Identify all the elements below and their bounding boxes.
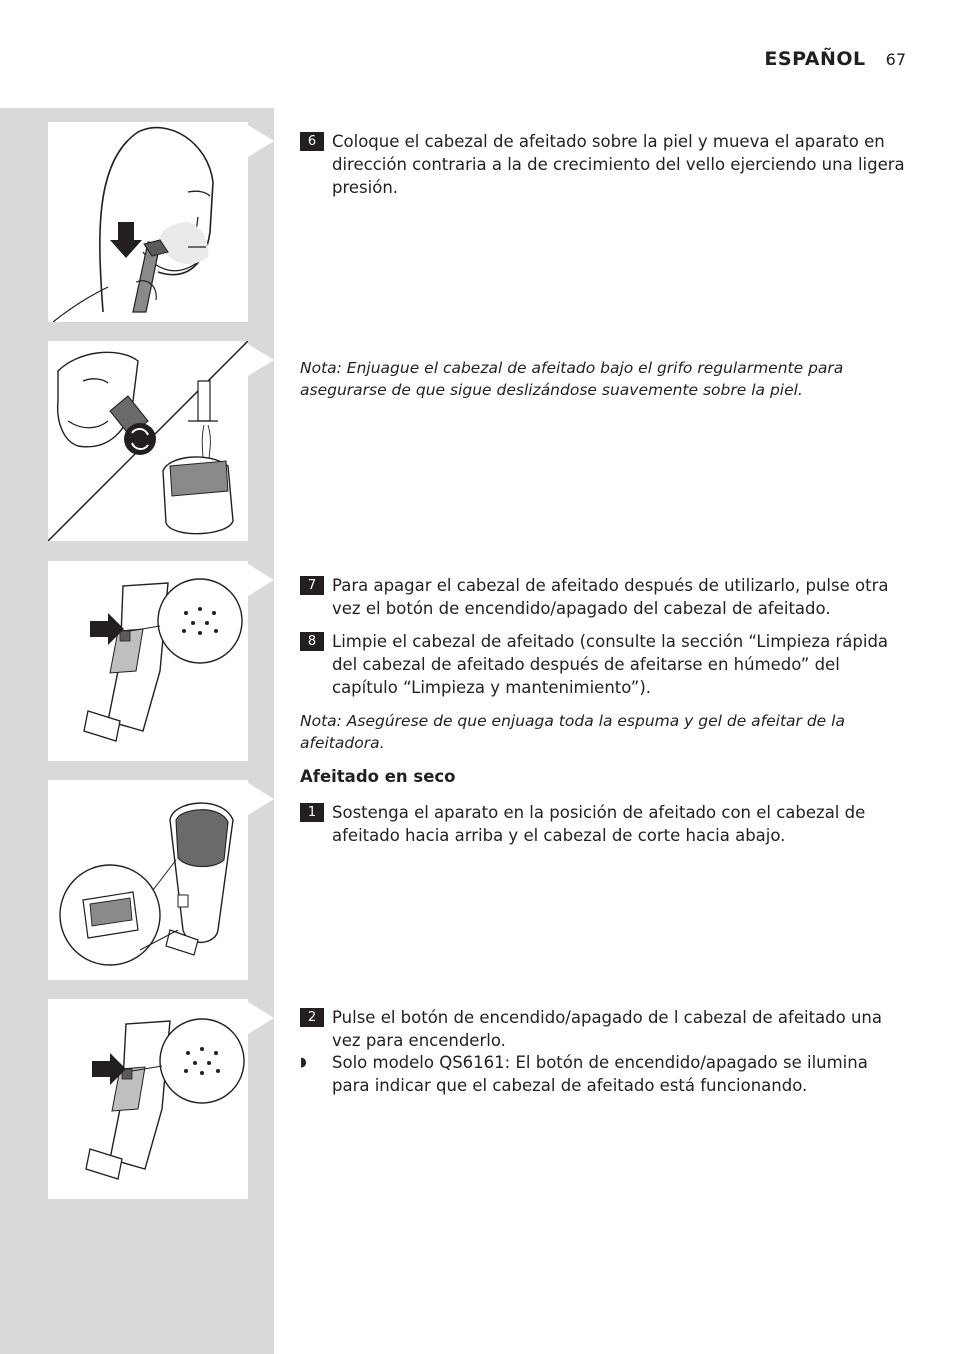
- figure-power-button-on: [48, 999, 248, 1199]
- figure-pointer: [248, 125, 274, 157]
- language-label: ESPAÑOL: [764, 48, 866, 70]
- hold-upright-illustration: [48, 780, 248, 980]
- figure-power-button-off: [48, 561, 248, 761]
- page-header: [764, 48, 906, 70]
- bullet-icon: ◗: [300, 1055, 307, 1070]
- step-2: [300, 1006, 910, 1052]
- bullet-text: Solo modelo QS6161: El botón de encendido/apagado se ilumina para indicar que el cabezal de afeitado está funcionando.: [332, 1053, 868, 1095]
- step-7: [300, 574, 910, 620]
- figure-hold-upright: [48, 780, 248, 980]
- step-6: [300, 130, 910, 199]
- power-button-illustration: [48, 561, 248, 761]
- step-number: 1: [300, 803, 324, 822]
- step-number: 8: [300, 632, 324, 651]
- note-rinse: Nota: Enjuague el cabezal de afeitado bajo el grifo regularmente para asegurarse de que sigue deslizándose suavemente sobre la piel.: [300, 359, 844, 399]
- step-text: Coloque el cabezal de afeitado sobre la piel y mueva el aparato en dirección contraria a la de crecimiento del vello ejerciendo una ligera presión.: [332, 132, 905, 197]
- shaving-face-illustration: [48, 122, 248, 322]
- step-number: 2: [300, 1008, 324, 1027]
- figure-shaving-face: [48, 122, 248, 322]
- step-number: 7: [300, 576, 324, 595]
- step-number: 6: [300, 132, 324, 151]
- figure-pointer: [248, 1002, 274, 1034]
- step-text: Pulse el botón de encendido/apagado de l cabezal de afeitado una vez para encenderlo.: [332, 1008, 883, 1050]
- step-8: [300, 630, 910, 699]
- step-text: Para apagar el cabezal de afeitado después de utilizarlo, pulse otra vez el botón de encendido/apagado del cabezal de afeitado.: [332, 576, 889, 618]
- figure-rinse-under-tap: [48, 341, 248, 541]
- figure-pointer: [248, 344, 274, 376]
- section-title-dry-shaving: Afeitado en seco: [300, 767, 456, 786]
- page-number: 67: [885, 50, 906, 69]
- step-text: Sostenga el aparato en la posición de afeitado con el cabezal de afeitado hacia arriba y el cabezal de corte hacia abajo.: [332, 803, 866, 845]
- bullet-item: [300, 1051, 910, 1097]
- figure-pointer: [248, 564, 274, 596]
- step-text: Limpie el cabezal de afeitado (consulte la sección “Limpieza rápida del cabezal de afeitado después de afeitarse en húmedo” del capítulo “Limpieza y mantenimiento”).: [332, 632, 889, 697]
- note-foam: Nota: Asegúrese de que enjuaga toda la espuma y gel de afeitar de la afeitadora.: [300, 712, 845, 752]
- rinse-illustration: [48, 341, 248, 541]
- power-button-on-illustration: [48, 999, 248, 1199]
- step-1: [300, 801, 910, 847]
- figure-pointer: [248, 783, 274, 815]
